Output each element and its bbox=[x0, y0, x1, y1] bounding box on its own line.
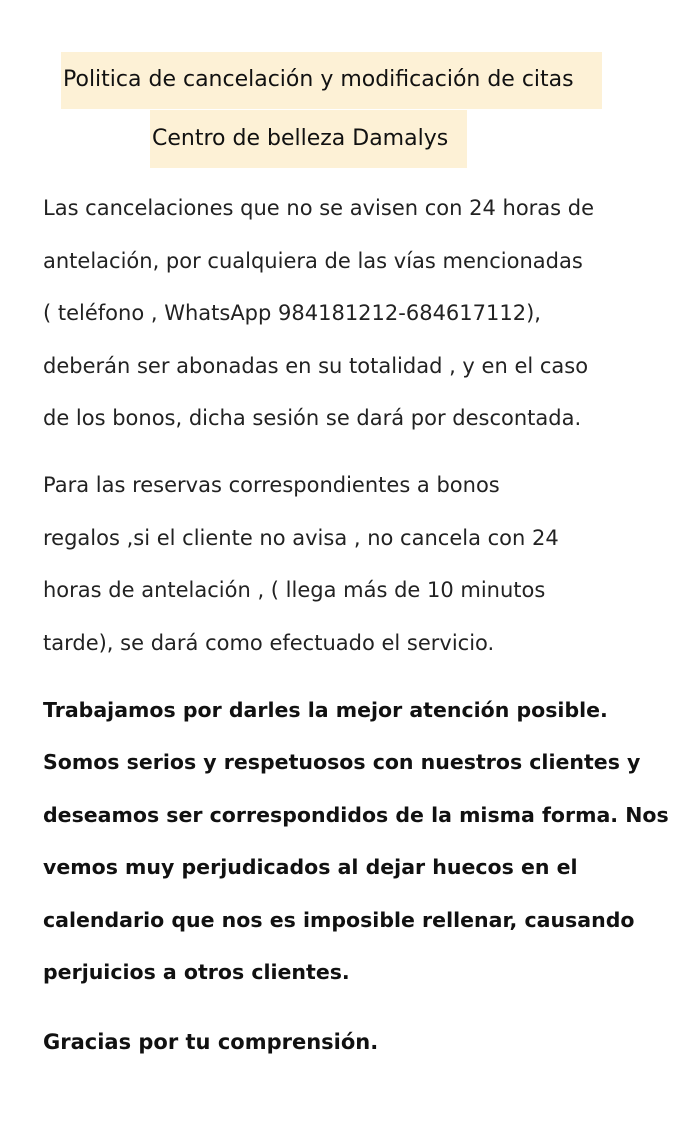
gift-voucher-paragraph: Para las reservas correspondientes a bonos regalos ,si el cliente no avisa , no cancela con 24 horas de antelación , ( llega más de 10 minutos tarde), se dará como efectuado el servicio. bbox=[43, 473, 559, 655]
business-name: Centro de belleza Damalys bbox=[150, 110, 467, 168]
document-title: Politica de cancelación y modificación de citas bbox=[61, 52, 602, 109]
closing-thanks: Gracias por tu comprensión. bbox=[43, 1030, 379, 1054]
cancellation-paragraph: Las cancelaciones que no se avisen con 24 horas de antelación, por cualquiera de las vías mencionadas ( teléfono , WhatsApp 984181212-684617112), deberán ser abonadas en su totalidad , y en el caso de los bonos, dicha sesión se dará por descontada. bbox=[43, 196, 595, 430]
commitment-paragraph: Trabajamos por darles la mejor atención posible. Somos serios y respetuosos con nuestros clientes y deseamos ser correspondidos de la misma forma. Nos vemos muy perjudicados al dejar huecos en el calendario que nos es imposible rellenar, causando perjuicios a otros clientes. bbox=[43, 698, 669, 985]
